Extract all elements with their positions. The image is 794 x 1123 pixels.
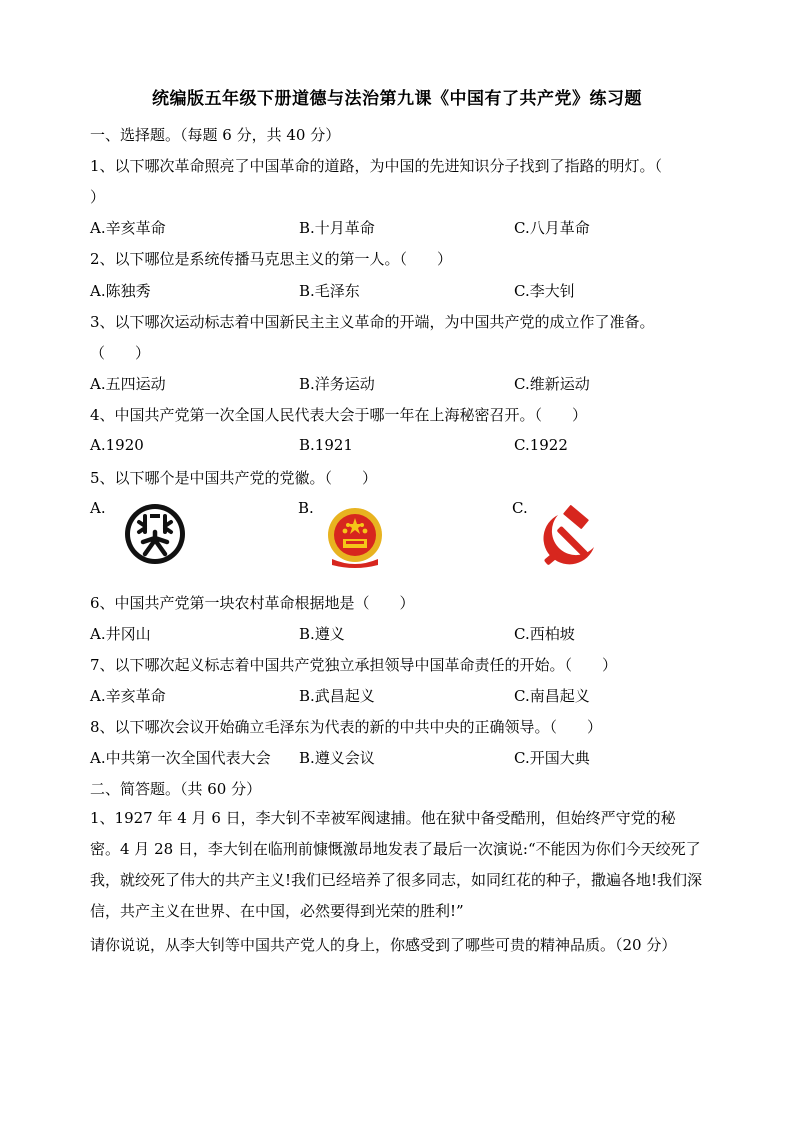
option-c[interactable]: C.1922 [514, 436, 568, 454]
option-a[interactable]: A.辛亥革命 [90, 219, 166, 237]
question-4-stem: 4、中国共产党第一次全国人民代表大会于哪一年在上海秘密召开。（ ） [90, 406, 588, 424]
option-a[interactable]: A.井冈山 [90, 625, 151, 643]
section-heading-short-answer: 二、简答题。（共 60 分） [90, 780, 262, 798]
option-b[interactable]: B.遵义 [299, 625, 345, 643]
option-b[interactable]: B.1921 [299, 436, 353, 454]
question-1-options [90, 217, 710, 239]
question-6-stem: 6、中国共产党第一块农村革命根据地是（ ） [90, 594, 415, 612]
option-c[interactable]: C.开国大典 [514, 749, 590, 767]
option-label: B. [298, 499, 314, 517]
option-b[interactable]: B.遵义会议 [299, 749, 375, 767]
option-b[interactable] [298, 499, 314, 517]
option-c[interactable]: C.西柏坡 [514, 625, 575, 643]
option-c[interactable]: C.南昌起义 [514, 687, 590, 705]
essay-1-passage: 1、1927 年 4 月 6 日，李大钊不幸被军阀逮捕。他在狱中备受酷刑，但始终严守党的秘密。4 月 28 日，李大钊在临刑前慷慨激昂地发表了最后一次演说:“不能因为你们今天绞死了我，就绞死了伟大的共产主义!我们已经培养了很多同志，如同红花的种子，撒遍各地!我们深信，共产主义在世界、在中国，必然要得到光荣的胜利!” [90, 809, 703, 920]
option-a[interactable]: A.辛亥革命 [90, 687, 166, 705]
question-8-stem: 8、以下哪次会议开始确立毛泽东为代表的新的中共中央的正确领导。（ ） [90, 718, 603, 736]
option-a[interactable]: A.陈独秀 [90, 282, 151, 300]
question-7-options [90, 685, 710, 707]
option-c[interactable]: C.李大钊 [514, 282, 575, 300]
question-1-stem: 1、以下哪次革命照亮了中国革命的道路，为中国的先进知识分子找到了指路的明灯。（ [90, 157, 663, 175]
question-8-options [90, 747, 710, 769]
question-7-stem: 7、以下哪次起义标志着中国共产党独立承担领导中国革命责任的开始。（ ） [90, 656, 618, 674]
option-c[interactable]: C.维新运动 [514, 375, 590, 393]
option-b[interactable]: B.毛泽东 [299, 282, 360, 300]
option-a[interactable]: A.五四运动 [90, 375, 166, 393]
page-title: 统编版五年级下册道德与法治第九课《中国有了共产党》练习题 [152, 89, 642, 109]
section-heading-choice: 一、选择题。（每题 6 分，共 40 分） [90, 126, 341, 144]
question-6-options [90, 623, 710, 645]
option-a[interactable] [90, 499, 106, 517]
essay-1-question: 请你说说，从李大钊等中国共产党人的身上，你感受到了哪些可贵的精神品质。（20 分） [90, 936, 677, 954]
hammer-sickle-icon[interactable] [536, 505, 606, 569]
question-2-options [90, 280, 710, 302]
option-label: A. [90, 499, 106, 517]
option-c[interactable] [512, 499, 528, 517]
question-2-stem: 2、以下哪位是系统传播马克思主义的第一人。（ ） [90, 250, 453, 268]
question-3-options [90, 373, 710, 395]
option-a[interactable]: A.1920 [90, 436, 144, 454]
option-c[interactable]: C.八月革命 [514, 219, 590, 237]
question-1-stem-continued: ） [90, 188, 106, 206]
question-3-stem-continued: （ ） [90, 344, 151, 362]
option-label: C. [512, 499, 528, 517]
national-emblem-icon[interactable] [322, 505, 388, 571]
peking-university-emblem-icon[interactable] [123, 502, 187, 566]
option-a[interactable]: A.中共第一次全国代表大会 [90, 749, 271, 767]
option-b[interactable]: B.武昌起义 [299, 687, 375, 705]
question-4-options [90, 436, 710, 458]
question-5-stem: 5、以下哪个是中国共产党的党徽。（ ） [90, 469, 378, 487]
question-3-stem: 3、以下哪次运动标志着中国新民主主义革命的开端，为中国共产党的成立作了准备。 [90, 313, 655, 331]
option-b[interactable]: B.十月革命 [299, 219, 375, 237]
option-b[interactable]: B.洋务运动 [299, 375, 375, 393]
